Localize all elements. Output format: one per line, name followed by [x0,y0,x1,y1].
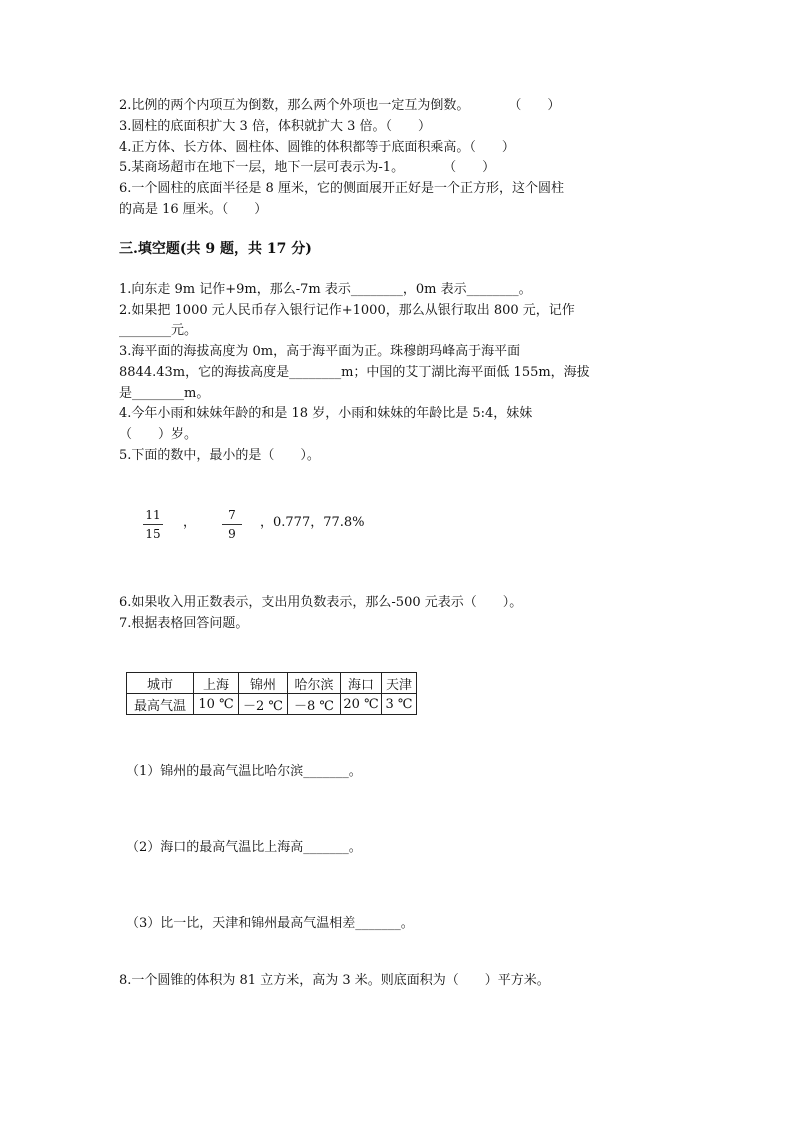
judgement-q2: 2.比例的两个内项互为倒数，那么两个外项也一定互为倒数。 （ ） [119,98,561,113]
fill-q6: 6.如果收入用正数表示，支出用负数表示，那么-500 元表示（ ）。 [119,595,523,610]
fill-q7-sub2: （2）海口的最高气温比上海高_______。 [126,840,362,855]
fill-q4-line2: （ ）岁。 [119,427,198,442]
table-cell: 海口 [341,673,382,694]
fill-q7-sub1: （1）锦州的最高气温比哈尔滨_______。 [126,764,362,779]
table-cell: 10 ℃ [194,694,239,715]
table-cell: 最高气温 [127,694,194,715]
fill-q7: 7.根据表格回答问题。 [119,616,249,631]
fraction-7-9 [220,507,244,542]
table-cell: 天津 [382,673,417,694]
table-cell: 锦州 [239,673,288,694]
judgement-q3: 3.圆柱的底面积扩大 3 倍，体积就扩大 3 倍。（ ） [119,119,431,134]
fill-q2-line2: ________元。 [119,323,198,338]
table-cell: 3 ℃ [382,694,417,715]
fill-q2-line1: 2.如果把 1000 元人民币存入银行记作+1000，那么从银行取出 800 元，记作 [119,303,575,318]
table-cell: 哈尔滨 [288,673,341,694]
judgement-q6-line1: 6.一个圆柱的底面半径是 8 厘米，它的侧面展开正好是一个正方形，这个圆柱 [119,181,564,196]
fill-q3-line2: 8844.43m，它的海拔高度是________m；中国的艾丁湖比海平面低 155m，海拔 [119,365,590,380]
fraction-numerator: 11 [145,508,161,522]
judgement-q5: 5.某商场超市在地下一层，地下一层可表示为-1。 （ ） [119,160,496,175]
fill-q7-sub3: （3）比一比，天津和锦州最高气温相差_______。 [126,916,414,931]
fraction-separator: ， [183,515,197,530]
section-heading: 三.填空题(共 9 题，共 17 分) [119,241,312,257]
table-cell: 20 ℃ [341,694,382,715]
table-cell: 上海 [194,673,239,694]
fraction-bar [143,524,163,525]
fill-q1: 1.向东走 9m 记作+9m，那么-7m 表示________，0m 表示________。 [119,282,532,297]
table-cell: －8 ℃ [288,694,341,715]
fraction-denominator: 15 [145,527,161,541]
table-cell: 城市 [127,673,194,694]
judgement-q6-line2: 的高是 16 厘米。（ ） [119,202,268,217]
number-list: ，0.777，77.8% [260,515,365,530]
table-row [127,673,417,694]
fill-q3-line3: 是________m。 [119,386,210,401]
table-cell: －2 ℃ [239,694,288,715]
fraction-11-15 [141,507,165,542]
fraction-bar [222,524,242,525]
fill-q8: 8.一个圆锥的体积为 81 立方米，高为 3 米。则底面积为（ ）平方米。 [119,973,550,988]
table-row [127,694,417,715]
fill-q4-line1: 4.今年小雨和妹妹年龄的和是 18 岁，小雨和妹妹的年龄比是 5:4，妹妹 [119,406,533,421]
judgement-q4: 4.正方体、长方体、圆柱体、圆锥的体积都等于底面积乘高。（ ） [119,140,515,155]
temperature-table [126,672,417,715]
fraction-denominator: 9 [228,527,236,541]
fill-q5: 5.下面的数中，最小的是（ ）。 [119,448,320,463]
fraction-numerator: 7 [228,508,236,522]
fill-q3-line1: 3.海平面的海拔高度为 0m，高于海平面为正。珠穆朗玛峰高于海平面 [119,344,521,359]
